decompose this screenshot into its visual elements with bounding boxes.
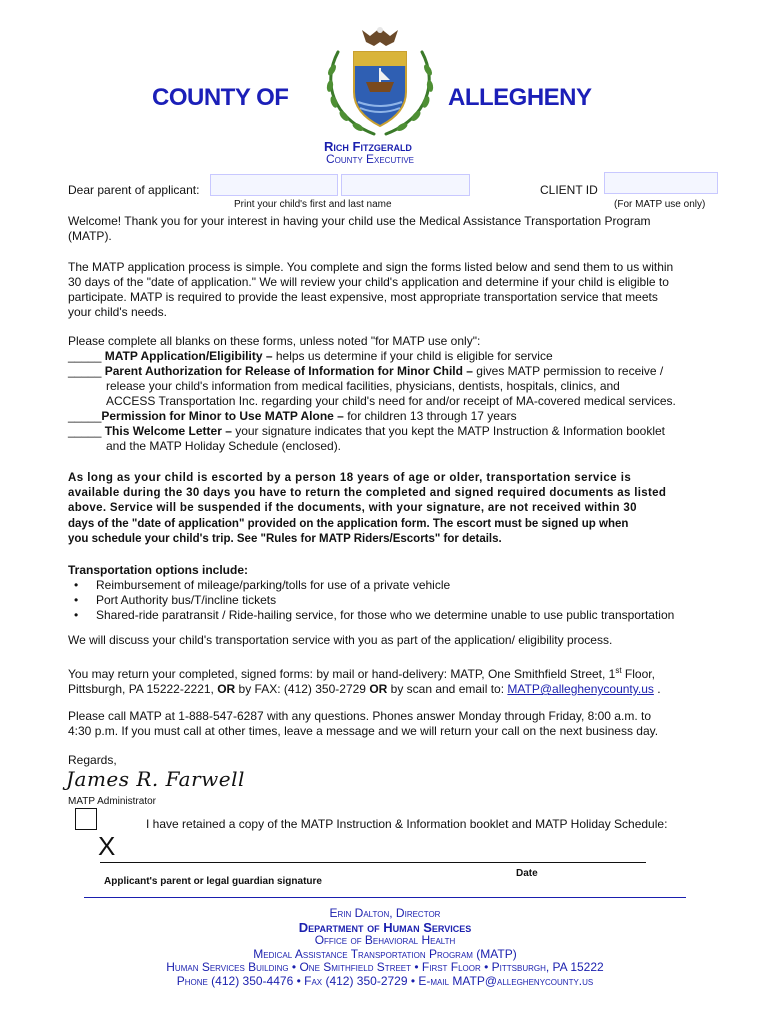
email-link[interactable]: MATP@alleghenycounty.us	[507, 682, 654, 696]
forms-checklist: Please complete all blanks on these forms, unless noted "for MATP use only": _____ MATP Application/Eligibility – helps us determine if your child is eligible for service _____ Parent Authorization for Release of Information for Minor Child – gives MATP permission to receive / release your child's information from medical facilities, physicians, dentists, hospitals, clinics, and ACCESS Transportation Inc. regarding your child's need for and/or receipt of MA-covered medical services. _____Permission for Minor to Use MATP Alone – for children 13 through 17 years _____ This Welcome Letter – your signature indicates that you kept the MATP Instruction & Information booklet and the MATP Holiday Schedule (enclosed).	[68, 334, 676, 453]
signature-label: Applicant's parent or legal guardian signature	[104, 876, 322, 887]
client-id-hint: (For MATP use only)	[614, 199, 706, 210]
name-hint: Print your child's first and last name	[234, 199, 392, 210]
administrator-title: MATP Administrator	[68, 796, 156, 807]
call-paragraph: Please call MATP at 1-888-547-6287 with any questions. Phones answer Monday through Friday, 8:00 a.m. to 4:30 p.m. If you must call at other times, leave a message and we will return your call on the next business day.	[68, 709, 659, 738]
list-item: • Shared-ride paratransit / Ride-hailing service, for those who we determine unable to use public transportation	[68, 608, 674, 623]
signature-line[interactable]	[100, 862, 646, 863]
child-first-name-field[interactable]	[210, 174, 338, 196]
options-title: Transportation options include:	[68, 563, 248, 577]
checklist-item: _____ MATP Application/Eligibility – helps us determine if your child is eligible for service	[68, 349, 553, 363]
checklist-item: _____ This Welcome Letter – your signature indicates that you kept the MATP Instruction & Information booklet	[68, 424, 665, 438]
escort-paragraph: As long as your child is escorted by a person 18 years of age or older, transportation service is available during the 30 days you have to return the completed and signed required documents as listed above. Service will be suspended if the documents, with your signature, are not received within 30 days of the "date of application" provided on the application form. The escort must be signed up when you schedule your child's trip. See "Rules for MATP Riders/Escorts" for details.	[68, 472, 667, 545]
checklist-item: _____ Parent Authorization for Release of Information for Minor Child – gives MATP permission to receive /	[68, 364, 664, 378]
child-last-name-field[interactable]	[341, 174, 470, 196]
footer-director: Erin Dalton, Director	[329, 906, 441, 920]
date-label: Date	[516, 868, 538, 879]
executive-name: Rich Fitzgerald	[324, 139, 412, 154]
county-of-heading: COUNTY OF	[152, 84, 289, 111]
signature-x-mark: X	[98, 831, 116, 861]
checklist-item: _____Permission for Minor to Use MATP Alone – for children 13 through 17 years	[68, 409, 517, 423]
options-list	[68, 578, 674, 623]
welcome-paragraph: Welcome! Thank you for your interest in having your child use the Medical Assistance Transportation Program (MATP).	[68, 214, 651, 243]
list-item: • Reimbursement of mileage/parking/tolls for use of a private vehicle	[68, 578, 674, 593]
client-id-field[interactable]	[604, 172, 718, 194]
regards-text: Regards,	[68, 753, 117, 767]
discuss-text: We will discuss your child's transportation service with you as part of the application/ eligibility process.	[68, 633, 613, 647]
return-paragraph: You may return your completed, signed forms: by mail or hand-delivery: MATP, One Smithfield Street, 1st Floor, Pittsburgh, PA 15222-2221, OR by FAX: (412) 350-2729 OR by scan and email to: MATP@alleghenycounty.us .	[68, 666, 661, 696]
footer-divider	[84, 897, 686, 898]
checkbox-icon[interactable]	[75, 808, 97, 830]
footer-department: Department of Human Services	[298, 919, 472, 935]
footer-contact: Phone (412) 350-4476 • Fax (412) 350-2729 • E-mail MATP@alleghenycounty.us	[176, 973, 594, 988]
administrator-signature: James R. Farwell	[66, 767, 245, 791]
footer-address: Human Services Building • One Smithfield Street • First Floor • Pittsburgh, PA 15222	[166, 960, 604, 974]
footer-office: Office of Behavioral Health	[314, 933, 456, 947]
retained-copy-text: I have retained a copy of the MATP Instruction & Information booklet and MATP Holiday Schedule:	[146, 817, 668, 831]
client-id-label: CLIENT ID	[540, 183, 598, 197]
county-seal-icon	[318, 22, 442, 140]
list-item: • Port Authority bus/T/incline tickets	[68, 593, 674, 608]
dear-parent-label: Dear parent of applicant:	[68, 183, 200, 197]
executive-title: County Executive	[326, 152, 415, 166]
footer-program: Medical Assistance Transportation Program (MATP)	[253, 946, 517, 961]
footer	[0, 907, 770, 988]
allegheny-heading: ALLEGHENY	[448, 84, 592, 111]
process-paragraph: The MATP application process is simple. You complete and sign the forms listed below and send them to us within 30 days of the "date of application." We will review your child's application and determine if your child is eligible to participate. MATP is required to provide the least expensive, most appropriate transportation service that meets your child's needs.	[68, 260, 674, 319]
